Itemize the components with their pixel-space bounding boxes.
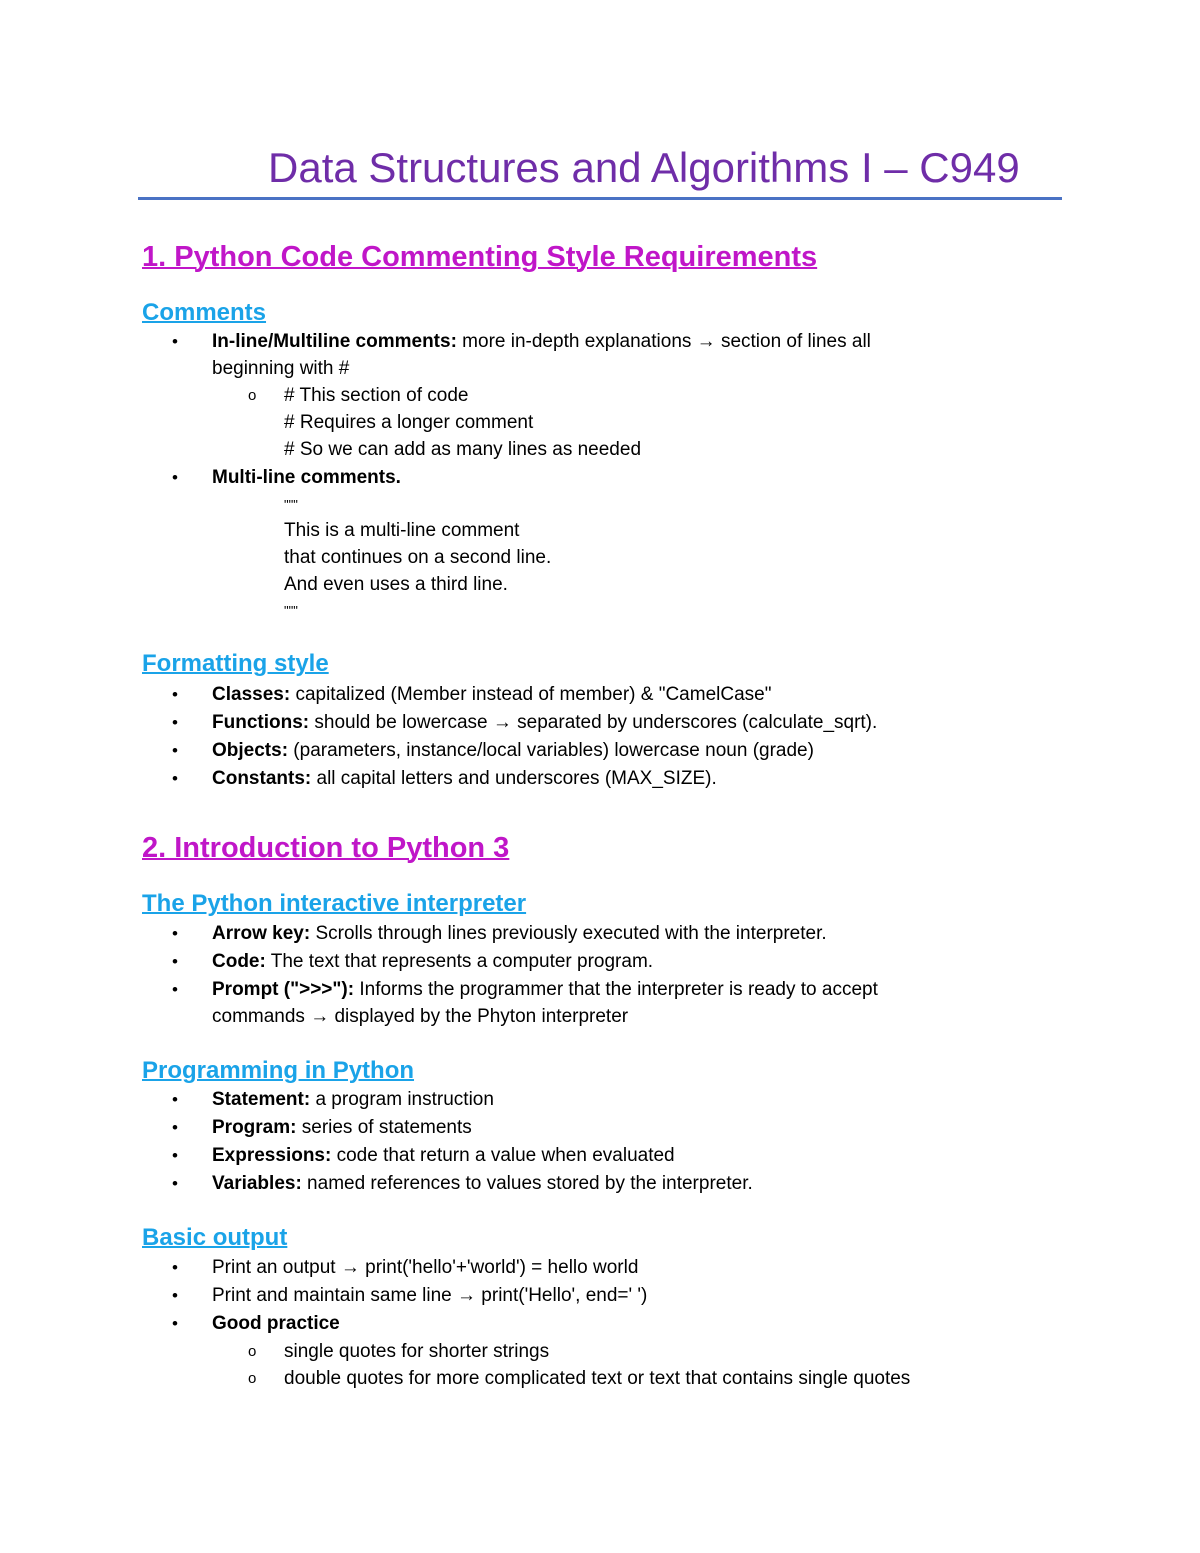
item-term: Expressions: — [212, 1145, 332, 1166]
list-item — [212, 765, 717, 792]
bullet-icon: • — [172, 1118, 178, 1137]
item-text: named references to values stored by the interpreter. — [301, 1173, 753, 1194]
bullet-icon: • — [172, 980, 178, 999]
title-underline-rule — [138, 197, 1062, 200]
item-term: Arrow key: — [212, 923, 311, 944]
bullet-icon: • — [172, 1174, 178, 1193]
subsection-heading-interpreter: The Python interactive interpreter — [142, 890, 527, 917]
sub-bullet-icon: o — [248, 1343, 257, 1360]
item-text: should be lowercase → separated by underscores (calculate_sqrt). — [309, 712, 878, 733]
bullet-icon: • — [172, 685, 178, 704]
subsection-heading-programming: Programming in Python — [142, 1057, 415, 1084]
list-item: Print an output → print('hello'+'world') = hello world — [212, 1257, 639, 1278]
item-term: Functions: — [212, 712, 310, 733]
item-term: Constants: — [212, 768, 312, 789]
item-term: Objects: — [212, 740, 289, 761]
item-term: Multi-line comments. — [212, 467, 401, 488]
sub-list-item: double quotes for more complicated text or text that contains single quotes — [284, 1368, 911, 1389]
list-item — [212, 920, 827, 947]
list-item — [212, 948, 653, 975]
item-term: Statement: — [212, 1089, 311, 1110]
list-item — [212, 1114, 472, 1141]
item-text: more in-depth explanations → section of lines all — [456, 331, 871, 352]
subsection-heading-formatting: Formatting style — [142, 650, 329, 677]
bullet-icon: • — [172, 952, 178, 971]
item-text: capitalized (Member instead of member) & "CamelCase" — [290, 684, 772, 705]
item-text: a program instruction — [310, 1089, 494, 1110]
list-item — [212, 1310, 340, 1337]
code-line: that continues on a second line. — [284, 547, 552, 568]
list-item — [212, 681, 771, 708]
bullet-icon: • — [172, 468, 178, 487]
list-item — [212, 709, 877, 736]
sub-bullet-icon: o — [248, 1370, 257, 1387]
section-heading-intro-python: 2. Introduction to Python 3 — [142, 832, 510, 864]
item-term: Good practice — [212, 1313, 340, 1334]
item-text: code that return a value when evaluated — [331, 1145, 675, 1166]
document-title: Data Structures and Algorithms I – C949 — [268, 144, 1020, 191]
item-text: series of statements — [296, 1117, 472, 1138]
code-line: This is a multi-line comment — [284, 520, 520, 541]
item-term: Variables: — [212, 1173, 302, 1194]
list-item — [212, 464, 401, 491]
bullet-icon: • — [172, 713, 178, 732]
item-text: (parameters, instance/local variables) lowercase noun (grade) — [288, 740, 814, 761]
code-line: """ — [284, 497, 298, 512]
list-item — [212, 1142, 675, 1169]
bullet-icon: • — [172, 769, 178, 788]
item-text: Informs the programmer that the interpreter is ready to accept — [354, 979, 878, 1000]
code-line: """ — [284, 603, 298, 618]
list-item-continuation: commands → displayed by the Phyton interpreter — [212, 1006, 629, 1027]
list-item — [212, 737, 814, 764]
list-item: Print and maintain same line → print('Hello', end=' ') — [212, 1285, 648, 1306]
bullet-icon: • — [172, 1146, 178, 1165]
code-comment-line: # This section of code — [284, 385, 469, 406]
subsection-heading-basic-output: Basic output — [142, 1224, 288, 1251]
bullet-icon: • — [172, 1258, 178, 1277]
sub-bullet-icon: o — [248, 387, 257, 404]
item-text: The text that represents a computer program. — [265, 951, 654, 972]
item-term: Prompt (">>>"): — [212, 979, 355, 1000]
sub-list-item: single quotes for shorter strings — [284, 1341, 550, 1362]
item-text: Scrolls through lines previously executed with the interpreter. — [310, 923, 827, 944]
bullet-icon: • — [172, 1286, 178, 1305]
item-term: In-line/Multiline comments: — [212, 331, 457, 352]
bullet-icon: • — [172, 1090, 178, 1109]
list-item-continuation: beginning with # — [212, 358, 350, 379]
code-comment-line: # Requires a longer comment — [284, 412, 534, 433]
item-text: all capital letters and underscores (MAX_SIZE). — [311, 768, 717, 789]
bullet-icon: • — [172, 924, 178, 943]
item-term: Classes: — [212, 684, 291, 705]
code-line: And even uses a third line. — [284, 574, 508, 595]
list-item — [212, 976, 878, 1003]
list-item — [212, 1170, 753, 1197]
bullet-icon: • — [172, 332, 178, 351]
section-heading-commenting: 1. Python Code Commenting Style Requirements — [142, 241, 818, 273]
item-term: Code: — [212, 951, 266, 972]
list-item — [212, 328, 871, 355]
code-comment-line: # So we can add as many lines as needed — [284, 439, 642, 460]
subsection-heading-comments: Comments — [142, 299, 267, 326]
list-item — [212, 1086, 494, 1113]
bullet-icon: • — [172, 1314, 178, 1333]
item-term: Program: — [212, 1117, 297, 1138]
bullet-icon: • — [172, 741, 178, 760]
